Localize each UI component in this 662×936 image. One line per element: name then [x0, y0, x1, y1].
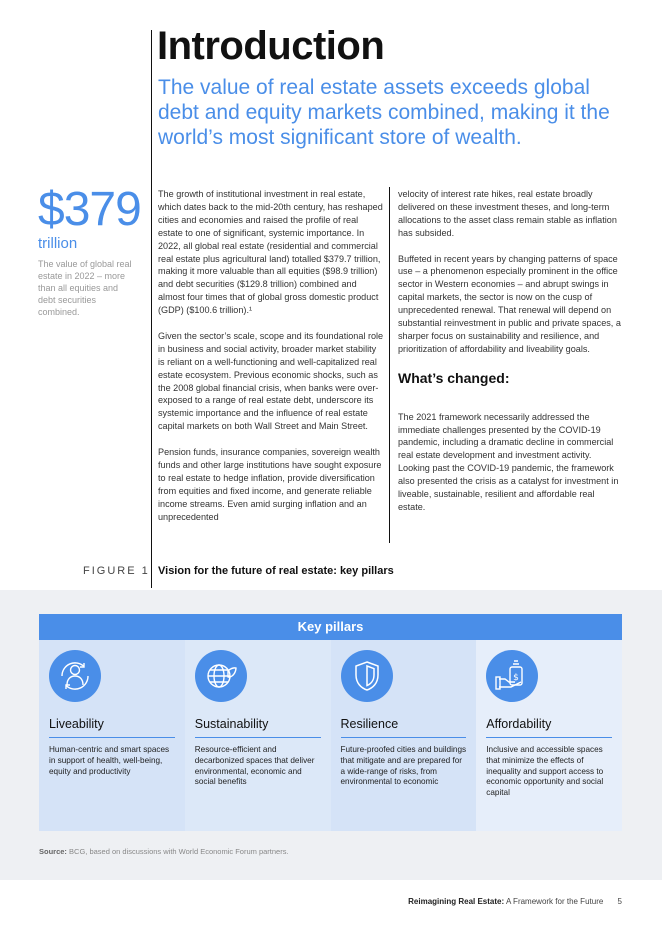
page-subtitle: The value of real estate assets exceeds global debt and equity markets combined, making it the world’s most significant store of wealth.	[158, 76, 610, 149]
svg-text:$: $	[513, 673, 520, 683]
paragraph: Buffeted in recent years by changing patterns of space use – a phenomenon especially prominent in the office sector in Western economies – and abrupt swings in capital markets, the sector is now on the cusp of unprecedented renewal. That renewal will depend on substantial reinvestment in public and private spaces, a sharper focus on sustainability and resilience, and prioritization of affordability and liveability goals.	[398, 253, 621, 354]
stat-description: The value of global real estate in 2022 – more than all equities and debt securities combined.	[38, 259, 132, 317]
source-text: BCG, based on discussions with World Economic Forum partners.	[69, 847, 289, 856]
source-label: Source:	[39, 847, 67, 856]
pillar-name: Affordability	[486, 717, 612, 738]
footer-publication: Reimagining Real Estate:	[408, 897, 505, 906]
figure-source	[39, 847, 289, 856]
paragraph: Pension funds, insurance companies, sovereign wealth funds and other large institutions have sought exposure to real estate to hedge inflation, provide diversification from equities and fixed income, and generate reliable income streams. Even amid surging inflation and an unprecedented	[158, 447, 382, 522]
pillar-description: Resource-efficient and decarbonized spaces that deliver environmental, economic and social benefits	[194, 745, 315, 787]
left-rule	[151, 30, 152, 588]
whats-changed-heading: What’s changed:	[398, 369, 510, 386]
stat-unit: trillion	[38, 235, 78, 252]
page-number: 5	[617, 897, 622, 906]
footer-subtitle: A Framework for the Future	[505, 897, 604, 906]
pillar-resilience	[331, 640, 477, 831]
stat-value: $379	[38, 183, 141, 236]
pillar-name: Resilience	[341, 717, 467, 738]
figure-title: Vision for the future of real estate: key pillars	[158, 565, 394, 577]
pillar-liveability	[39, 640, 185, 831]
pillar-affordability	[476, 640, 622, 831]
key-pillars-header: Key pillars	[39, 614, 622, 640]
pillar-name: Sustainability	[195, 717, 321, 738]
column-rule	[389, 187, 390, 543]
paragraph: The growth of institutional investment in real estate, which dates back to the mid-20th century, has reshaped cities and economies and raised the profile of real estate to one of significant, systemic importance. In 2022, all global real estate (residential and commercial real estate plus agricultural land) totalled $379.7 trillion, making it more valuable than all equities ($98.9 trillion) and debt securities ($129.8 trillion) combined and almost four times that of global gross domestic product (GDP) ($100.6 trillion).¹	[158, 189, 383, 316]
pillar-description: Human-centric and smart spaces in support of health, well-being, equity and productivity	[49, 745, 170, 776]
pillar-name: Liveability	[49, 717, 175, 738]
pillar-description: Future-proofed cities and buildings that mitigate and are prepared for a wide-range of risks, from environmental to economic	[340, 745, 467, 787]
figure-label: FIGURE 1	[83, 565, 150, 577]
pillars-row	[39, 640, 622, 831]
paragraph: Given the sector’s scale, scope and its foundational role in business and social activity, broader market stability is reliant on a well-functioning and well-capitalized real estate ecosystem. Previous economic shocks, such as the 2008 global financial crisis, when banks were over-exposed to a range of real estate debt, underscore its systemic importance and the influence of real estate capital markets on both Wall Street and Main Street.	[158, 330, 384, 432]
pillar-sustainability	[185, 640, 331, 831]
hand-money-icon	[486, 650, 538, 702]
paragraph: velocity of interest rate hikes, real estate broadly delivered on these investment theses, and long-term allocations to the asset class remain stable as inflation has subsided.	[398, 189, 617, 238]
body-column-1	[158, 188, 384, 536]
person-cycle-icon	[49, 650, 101, 702]
page-title: Introduction	[157, 24, 385, 68]
page-footer	[408, 897, 622, 906]
whats-changed-text: The 2021 framework necessarily addressed the immediate challenges presented by the COVID-19 pandemic, including a dramatic decline in commercial real estate development and investment activity. Looking past the COVID-19 pandemic, the framework also presented the crisis as a catalyst for investment in liveable, sustainable, resilient and affordable real estate.	[398, 411, 619, 512]
shield-icon	[341, 650, 393, 702]
body-column-2	[398, 188, 624, 527]
pillar-description: Inclusive and accessible spaces that minimize the effects of inequality and support access to economic opportunity and social capital	[486, 745, 604, 798]
globe-leaf-icon	[195, 650, 247, 702]
